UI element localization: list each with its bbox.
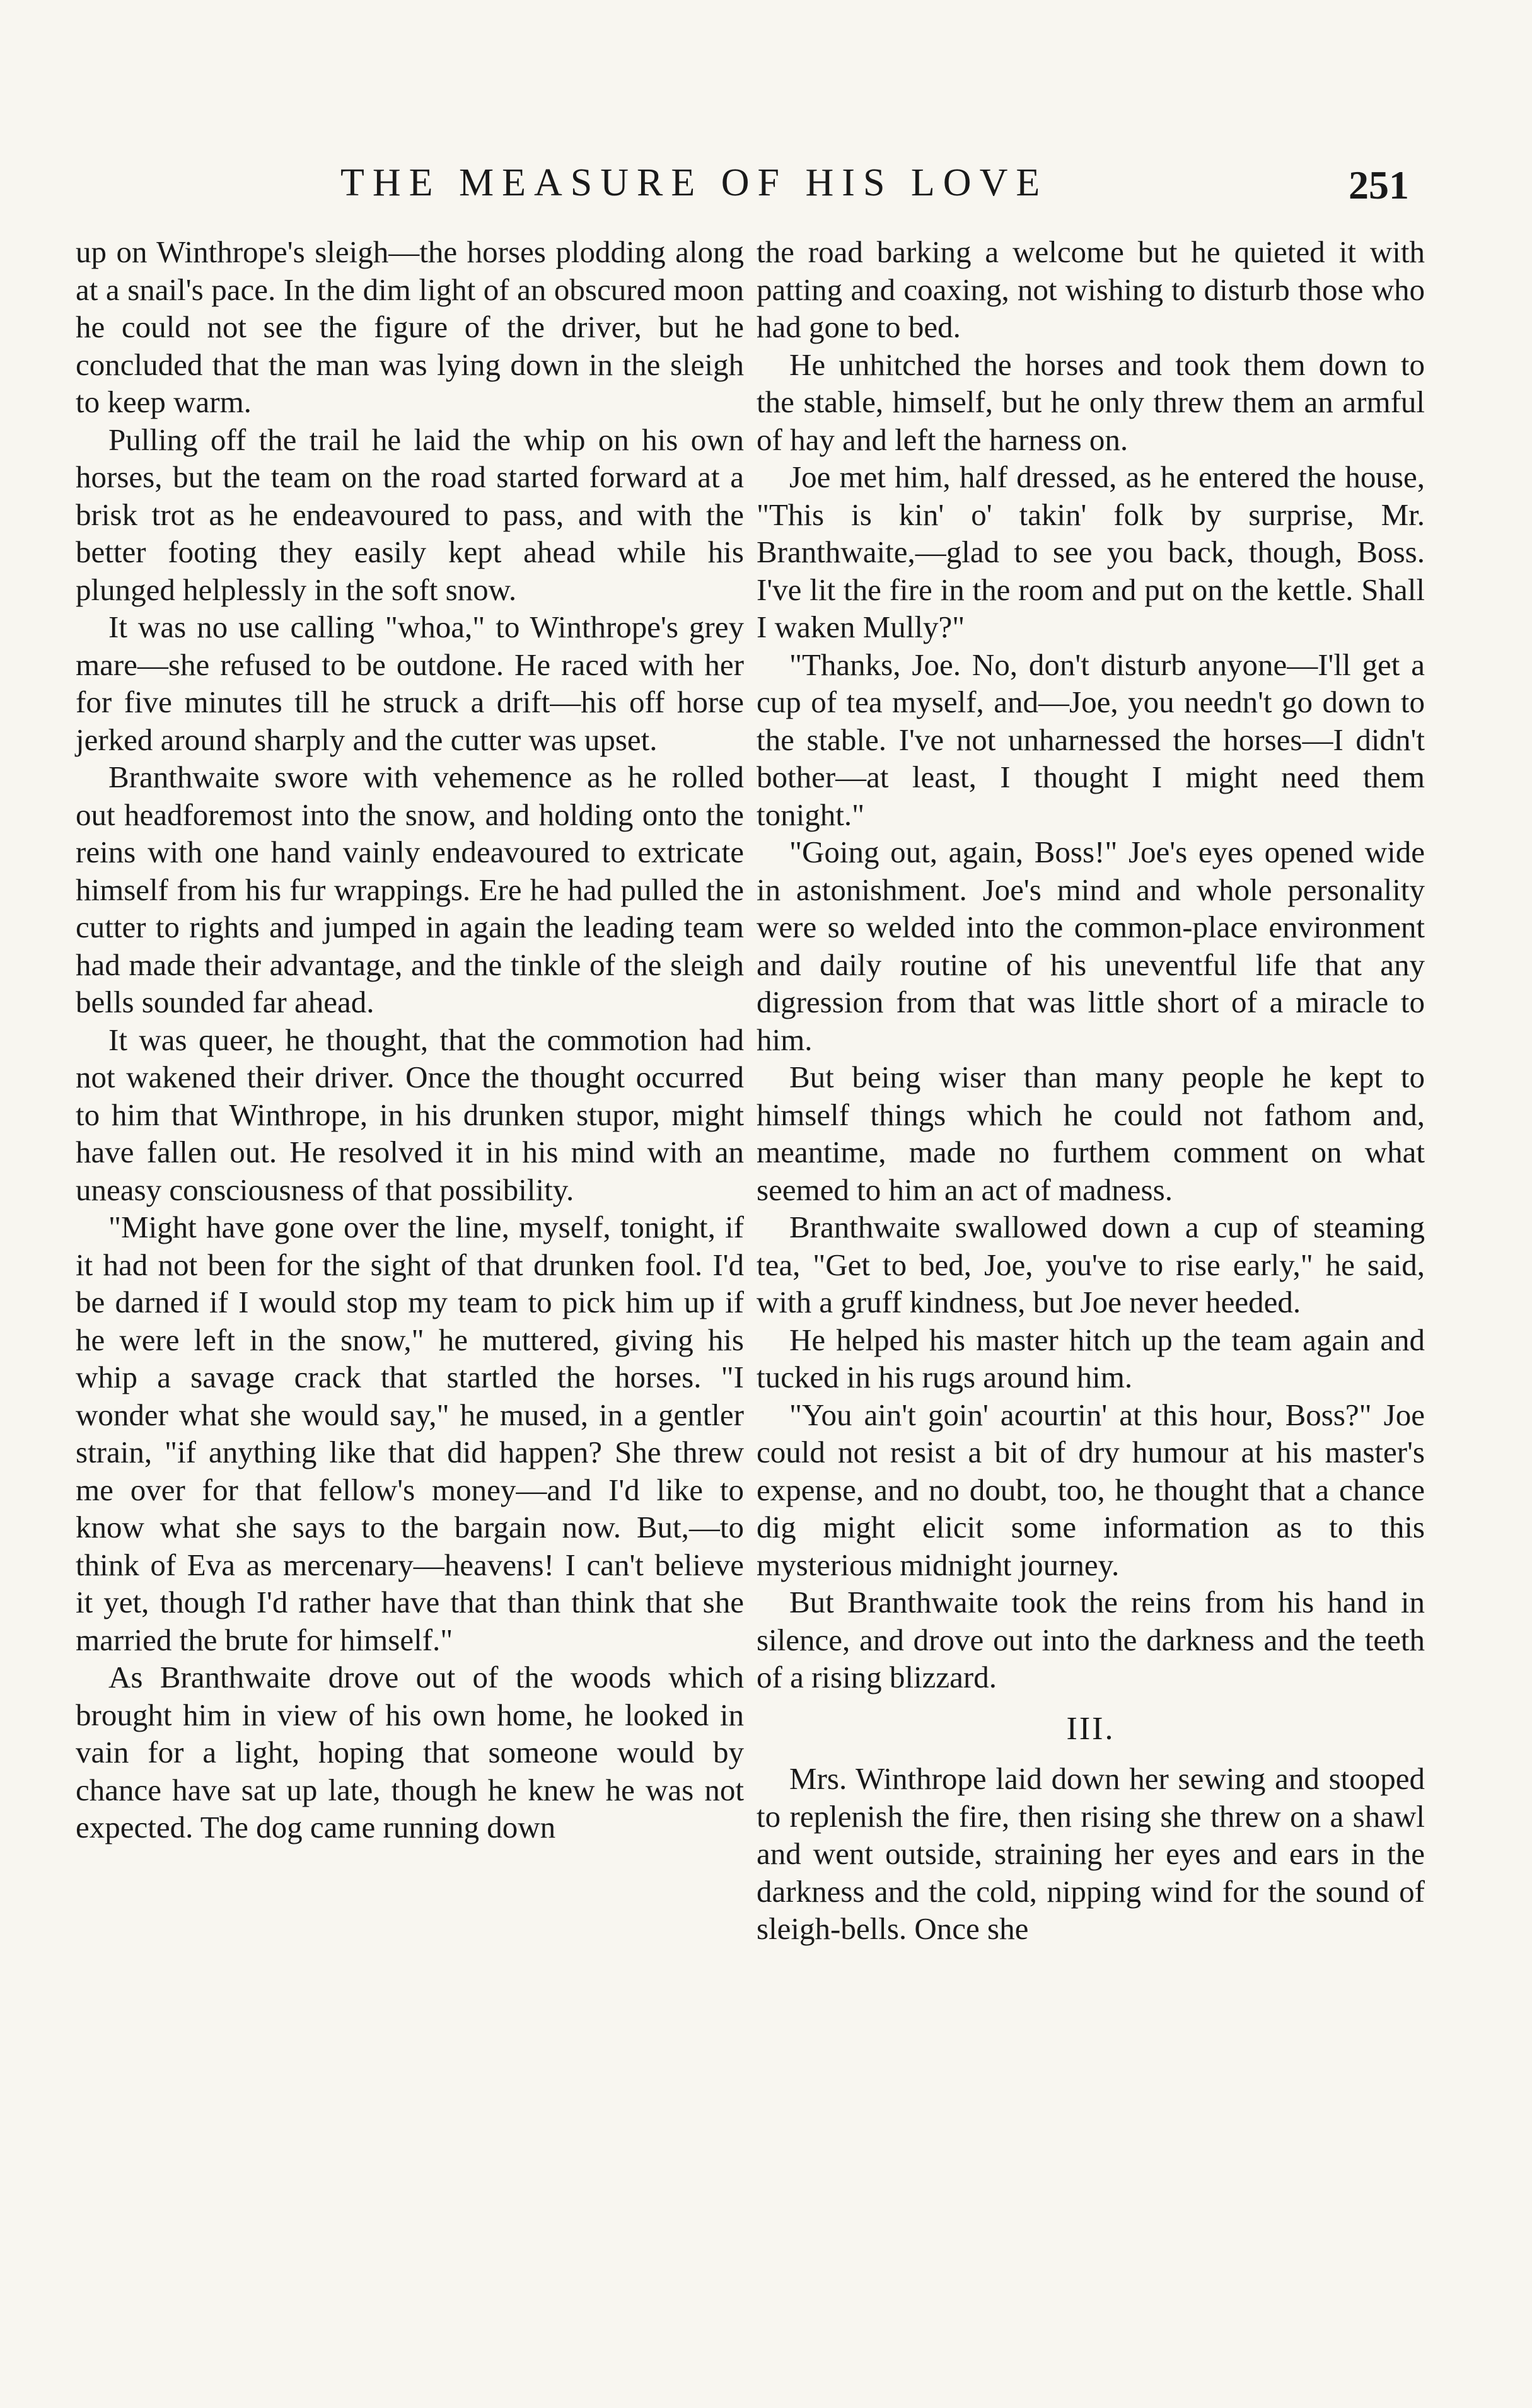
running-title: THE MEASURE OF HIS LOVE — [340, 161, 1048, 204]
paragraph: Pulling off the trail he laid the whip on his own horses, but the team on the road started forward at a brisk trot as he endeavoured to pass, and with the better footing they easily kept ahead while his plunged helplessly in the soft snow. — [76, 422, 744, 607]
paragraph: "Might have gone over the line, myself, tonight, if it had not been for the sight of that drunken fool. I'd be darned if I would stop my team to pick him up if he were left in the snow," he muttered, giving his whip a savage crack that startled the horses. "I wonder what she would say," he mused, in a gentler strain, "if anything like that did happen? She threw me over for that fellow's money—and I'd like to know what she says to the bargain now. But,—to think of Eva as mercenary—heavens! I can't believe it yet, though I'd rather have that than think that she married the brute for himself." — [76, 1210, 744, 1657]
paragraph: "Going out, again, Boss!" Joe's eyes opened wide in astonishment. Joe's mind and whole personality were so welded into the common-place environment and daily routine of his uneventful life that any digression from that was little short of a miracle to him. — [757, 835, 1425, 1057]
right-column — [757, 233, 1425, 1948]
left-column — [76, 233, 744, 1846]
section-heading: III. — [1066, 1710, 1115, 1747]
paragraph: He unhitched the horses and took them down to the stable, himself, but he only threw them an armful of hay and left the harness on. — [757, 347, 1425, 457]
page-number: 251 — [1349, 163, 1409, 207]
paragraph: He helped his master hitch up the team again and tucked in his rugs around him. — [757, 1322, 1425, 1394]
paragraph: Joe met him, half dressed, as he entered the house, "This is kin' o' takin' folk by surprise, Mr. Branthwaite,—glad to see you back, though, Boss. I've lit the fire in the room and put on the kettle. Shall I waken Mully?" — [757, 460, 1425, 644]
paragraph: Branthwaite swore with vehemence as he rolled out headforemost into the snow, and holding onto the reins with one hand vainly endeavoured to extricate himself from his fur wrappings. Ere he had pulled the cutter to rights and jumped in again the leading team had made their advantage, and the tinkle of the sleigh bells sounded far ahead. — [76, 760, 744, 1019]
paragraph: Branthwaite swallowed down a cup of steaming tea, "Get to bed, Joe, you've to rise early," he said, with a gruff kindness, but Joe never heeded. — [757, 1210, 1425, 1319]
paragraph: Mrs. Winthrope laid down her sewing and stooped to replenish the fire, then rising she threw on a shawl and went outside, straining her eyes and ears in the darkness and the cold, nipping wind for the sound of sleigh-bells. Once she — [757, 1761, 1425, 1946]
paragraph: As Branthwaite drove out of the woods which brought him in view of his own home, he looked in vain for a light, hoping that someone would by chance have sat up late, though he knew he was not expected. The dog came running down — [76, 1660, 744, 1844]
paragraph: up on Winthrope's sleigh—the horses plodding along at a snail's pace. In the dim light of an obscured moon he could not see the figure of the driver, but he concluded that the man was lying down in the sleigh to keep warm. — [76, 234, 744, 419]
paragraph: It was queer, he thought, that the commotion had not wakened their driver. Once the thought occurred to him that Winthrope, in his drunken stupor, might have fallen out. He resolved it in his mind with an uneasy consciousness of that possibility. — [76, 1022, 744, 1207]
paragraph: But being wiser than many people he kept to himself things which he could not fathom and, meantime, made no furthem comment on what seemed to him an act of madness. — [757, 1060, 1425, 1207]
paragraph: the road barking a welcome but he quieted it with patting and coaxing, not wishing to disturb those who had gone to bed. — [757, 234, 1425, 344]
paragraph: It was no use calling "whoa," to Winthrope's grey mare—she refused to be outdone. He raced with her for five minutes till he struck a drift—his off horse jerked around sharply and the cutter was upset. — [76, 610, 744, 757]
page-header — [0, 161, 1532, 217]
paragraph: "Thanks, Joe. No, don't disturb anyone—I'll get a cup of tea myself, and—Joe, you needn't go down to the stable. I've not unharnessed the horses—I didn't bother—at least, I thought I might need them tonight." — [757, 647, 1425, 832]
paragraph: "You ain't goin' acourtin' at this hour, Boss?" Joe could not resist a bit of dry humour at his master's expense, and no doubt, too, he thought that a chance dig might elicit some information as to this mysterious midnight journey. — [757, 1397, 1425, 1582]
paragraph: But Branthwaite took the reins from his hand in silence, and drove out into the darkness and the teeth of a rising blizzard. — [757, 1585, 1425, 1694]
